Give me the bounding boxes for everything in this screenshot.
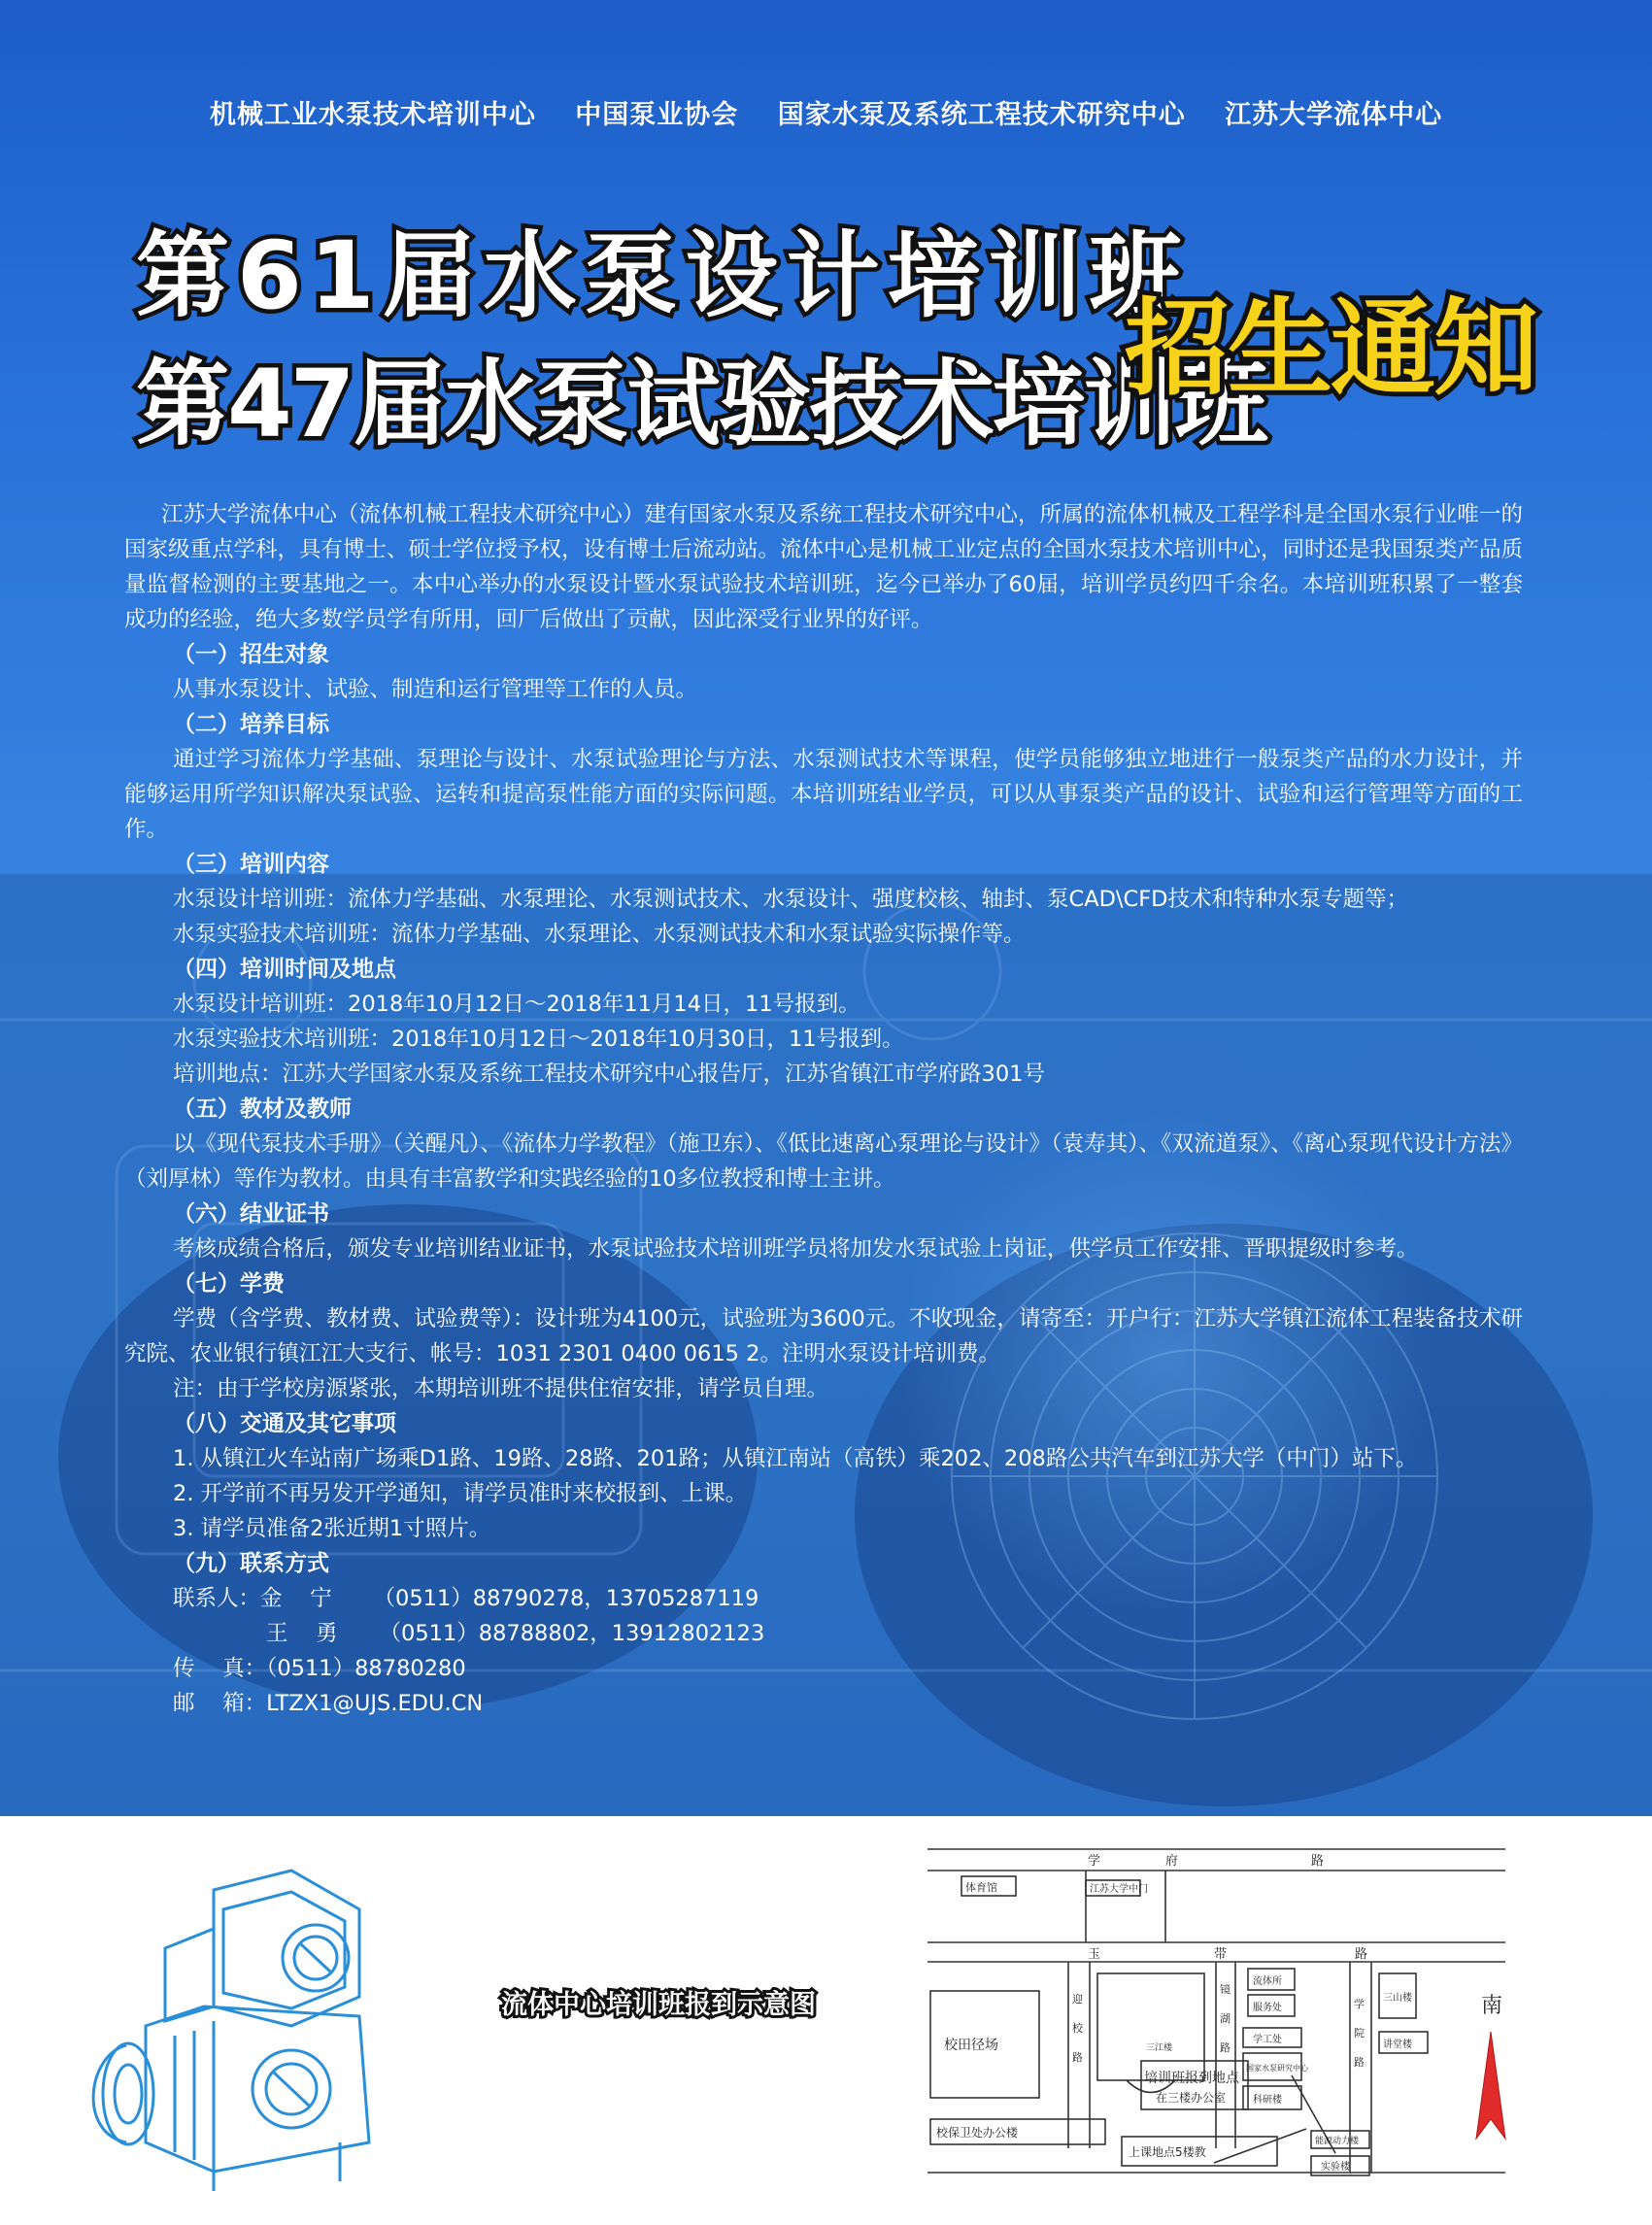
section-8-item-3: 3. 请学员准备2张近期1寸照片。 [173, 1516, 491, 1541]
map-security-office: 校保卫处办公楼 [936, 2126, 1019, 2140]
section-1-text: 从事水泵设计、试验、制造和运行管理等工作的人员。 [173, 677, 698, 702]
map-road-xueyuan-2: 院 [1354, 2027, 1365, 2040]
map-road-jinghu-1: 镜 [1220, 1983, 1231, 1996]
map-road-xuefu-2: 府 [1165, 1854, 1179, 1869]
section-heading-2: （二）培养目标 [173, 712, 329, 737]
map-road-yingxiao-1: 迎 [1072, 1993, 1083, 2006]
map-registration-room: 在三楼办公室 [1156, 2091, 1227, 2105]
intro-paragraph: 江苏大学流体中心（流体机械工程技术研究中心）建有国家水泵及系统工程技术研究中心，所属的流体机械及工程学科是全国水泵行业唯一的国家级重点学科，具有博士、硕士学位授予权，设有博士后流动站。流体中心是机械工业定点的全国水泵技术培训中心，同时还是我国泵类产品质量监督检测的主要基地之一。本中心举办的水泵设计暨水泵试验技术培训班，迄今已举办了60届，培训学员约四千余名。本培训班积累了一整套成功的经验，绝大多数学员学有所用，回厂后做出了贡献，因此深受行业界的好评。 [124, 502, 1524, 632]
section-6-text: 考核成绩合格后，颁发专业培训结业证书，水泵试验技术培训班学员将加发水泵试验上岗证，供学员工作安排、晋职提级时参考。 [173, 1236, 1419, 1262]
section-5-text: 以《现代泵技术手册》（关醒凡）、《流体力学教程》（施卫东）、《低比速离心泵理论与设计》（袁寿其）、《双流道泵》、《离心泵现代设计方法》（刘厚林）等作为教材。由具有丰富教学和实践经验的10多位教授和博士主讲。 [124, 1131, 1523, 1192]
fax-number: 传 真：（0511）88780280 [173, 1656, 466, 1681]
title-test-class: 第47届水泵试验技术培训班 [136, 350, 1266, 458]
section-heading-1: （一）招生对象 [173, 642, 329, 667]
map-science-bldg: 科研楼 [1253, 2095, 1282, 2106]
section-heading-8: （八）交通及其它事项 [173, 1411, 396, 1436]
map-road-xueyuan-3: 路 [1354, 2056, 1365, 2069]
campus-location-map [923, 1837, 1544, 2211]
section-heading-9: （九）联系方式 [173, 1551, 329, 1576]
section-4-line-3: 培训地点：江苏大学国家水泵及系统工程技术研究中心报告厅，江苏省镇江市学府路301号 [173, 1062, 1045, 1087]
section-4-line-2: 水泵实验技术培训班：2018年10月12日～2018年10月30日，11号报到。 [173, 1027, 904, 1052]
section-8-item-2: 2. 开学前不再另发开学通知，请学员准时来校报到、上课。 [173, 1481, 748, 1506]
map-road-jinghu-2: 湖 [1220, 2012, 1231, 2025]
organizer-list [0, 93, 1652, 131]
map-road-xuefu-3: 路 [1311, 1854, 1325, 1869]
organizer-3: 国家水泵及系统工程技术研究中心 [777, 100, 1186, 130]
map-student-affairs: 学工处 [1253, 2035, 1282, 2045]
map-road-yudai-1: 玉 [1088, 1947, 1101, 1962]
compass-arrow-icon [1476, 2032, 1505, 2139]
map-registration: 培训班报到地点 [1144, 2071, 1239, 2086]
map-field-label: 校田径场 [944, 2038, 998, 2053]
section-3-line-2: 水泵实验技术培训班：流体力学基础、水泵理论、水泵测试技术和水泵试验实际操作等。 [173, 922, 1026, 947]
section-heading-5: （五）教材及教师 [173, 1096, 352, 1122]
map-classroom: 上课地点5楼教 [1129, 2145, 1206, 2159]
title-design-class: 第61届水泵设计培训班 [136, 221, 1191, 330]
section-7-note: 注：由于学校房源紧张，本期培训班不提供住宿安排，请学员自理。 [173, 1376, 829, 1401]
organizer-4: 江苏大学流体中心 [1225, 100, 1443, 130]
map-road-xueyuan-1: 学 [1354, 1998, 1365, 2010]
map-road-yingxiao-3: 路 [1072, 2051, 1083, 2064]
pump-line-drawing [68, 1851, 388, 2201]
section-heading-7: （七）学费 [173, 1271, 285, 1297]
map-fluid-inst: 流体所 [1253, 1976, 1282, 1987]
map-jiaoyuanlou: 讲堂楼 [1383, 2040, 1412, 2050]
map-road-yudai-3: 路 [1355, 1947, 1368, 1962]
map-road-jinghu-3: 路 [1220, 2041, 1231, 2054]
email-address[interactable]: 邮 箱：LTZX1@UJS.EDU.CN [173, 1691, 484, 1716]
map-gym-label: 体育馆 [965, 1881, 997, 1894]
map-test-bldg: 实验楼 [1321, 2162, 1350, 2173]
map-road-xuefu-1: 学 [1088, 1854, 1101, 1869]
map-south-label: 南 [1481, 1994, 1503, 2018]
map-energy-bldg: 能源动力楼 [1315, 2137, 1360, 2146]
section-heading-6: （六）结业证书 [173, 1201, 329, 1227]
map-sanjiang-bldg: 三江楼 [1146, 2043, 1173, 2053]
section-3-line-1: 水泵设计培训班：流体力学基础、水泵理论、水泵测试技术、水泵设计、强度校核、轴封、泵CAD\CFD技术和特种水泵专题等； [173, 887, 1408, 912]
map-road-yingxiao-2: 校 [1072, 2022, 1083, 2035]
enrollment-notice-badge: 招生通知 [1125, 288, 1537, 410]
map-national-center: 国家水泵研究中心 [1246, 2064, 1308, 2073]
section-7-text: 学费（含学费、教材费、试验费等）：设计班为4100元，试验班为3600元。不收现金，请寄至：开户行：江苏大学镇江流体工程装备技术研究院、农业银行镇江江大支行、帐号：1031 2301 0400 0615 2。注明水泵设计培训费。 [124, 1306, 1523, 1366]
contact-person-1: 联系人：金 宁 （0511）88790278，13705287119 [173, 1586, 759, 1611]
section-heading-3: （三）培训内容 [173, 852, 329, 877]
map-road-yudai-2: 带 [1214, 1947, 1228, 1962]
section-2-text: 通过学习流体力学基础、泵理论与设计、水泵试验理论与方法、水泵测试技术等课程，使学员能够独立地进行一般泵类产品的水力设计，并能够运用所学知识解决泵试验、运转和提高泵性能方面的实际问题。本培训班结业学员，可以从事泵类产品的设计、试验和运行管理等方面的工作。 [124, 747, 1523, 842]
footer-section [0, 1816, 1652, 2225]
section-8-item-1: 1. 从镇江火车站南广场乘D1路、19路、28路、201路；从镇江南站（高铁）乘202、208路公共汽车到江苏大学（中门）站下。 [173, 1446, 1418, 1471]
notice-body [124, 497, 1523, 1721]
map-sanshanlou: 三山楼 [1383, 1993, 1412, 2004]
map-gate-label: 江苏大学中门 [1090, 1884, 1148, 1895]
section-4-line-1: 水泵设计培训班：2018年10月12日～2018年11月14日，11号报到。 [173, 992, 860, 1017]
section-heading-4: （四）培训时间及地点 [173, 957, 396, 982]
map-service: 服务处 [1253, 2003, 1282, 2013]
organizer-2: 中国泵业协会 [575, 100, 739, 130]
map-caption: 流体中心培训班报到示意图 [501, 1990, 816, 2020]
organizer-1: 机械工业水泵技术培训中心 [209, 100, 536, 130]
contact-person-2: 王 勇 （0511）88788802，13912802123 [266, 1621, 765, 1646]
